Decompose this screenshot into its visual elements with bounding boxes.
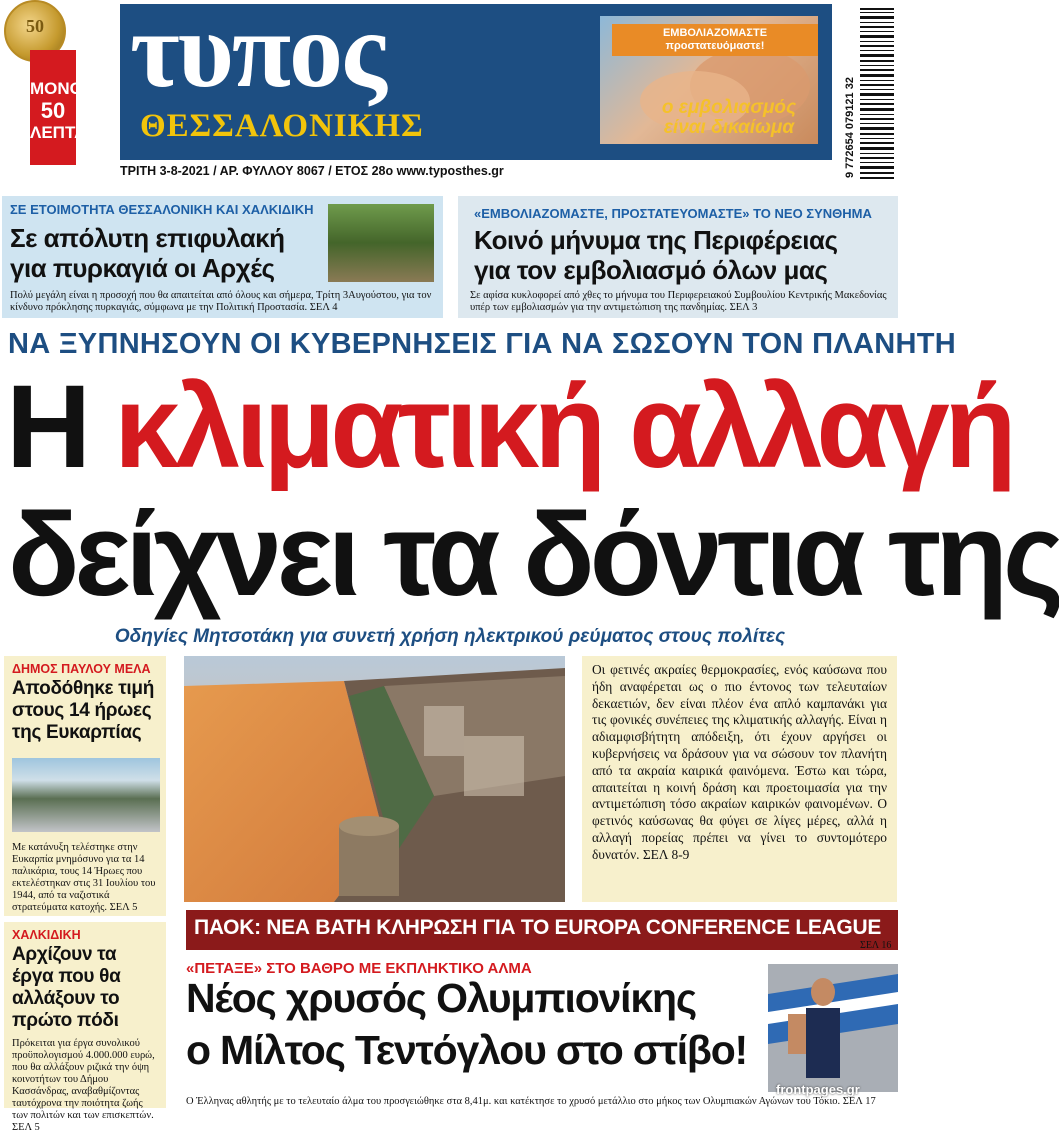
main-headline-line1: [6, 362, 1012, 492]
bottom-story-headline: ο Μίλτος Τεντόγλου στο στίβο!: [186, 1027, 748, 1073]
issue-dateline: ΤΡΙΤΗ 3-8-2021 / ΑΡ. ΦΥΛΛΟΥ 8067 / ΕΤΟΣ 28ο www.typosthes.gr: [120, 164, 504, 178]
story-headline: Σε απόλυτη επιφυλακή: [10, 223, 285, 253]
bottom-story-kicker: «ΠΕΤΑΞΕ» ΣΤΟ ΒΑΘΡΟ ΜΕ ΕΚΠΛΗΚΤΙΚΟ ΑΛΜΑ: [186, 960, 532, 977]
forest-photo: [328, 204, 434, 282]
story-kicker: ΣΕ ΕΤΟΙΜΟΤΗΤΑ ΘΕΣΣΑΛΟΝΙΚΗ ΚΑΙ ΧΑΛΚΙΔΙΚΗ: [10, 202, 314, 217]
story-body: Σε αφίσα κυκλοφορεί από χθες το μήνυμα του Περιφερειακού Συμβουλίου Κεντρικής Μακεδονίας υπέρ των εμβολιασμών για την αντιμετώπιση της πανδημίας. ΣΕΛ 3: [470, 290, 887, 313]
main-deck: Οδηγίες Μητσοτάκη για συνετή χρήση ηλεκτρικού ρεύματος στους πολίτες: [114, 626, 786, 647]
side-story-chalkidiki: [4, 922, 166, 1133]
story-kicker: ΧΑΛΚΙΔΙΚΗ: [12, 928, 81, 942]
story-headline: για τον εμβολιασμό όλων μας: [474, 255, 828, 285]
story-body: Με κατάνυξη τελέστηκε στην Ευκαρπία μνημόσυνο για τα 14 παλικάρια, τους 14 Ήρωες που εκτελέστηκαν στις 31 Ιουλίου του 1944, από τα ναζιστικά στρατεύματα κατοχής. ΣΕΛ 5: [12, 842, 156, 913]
ad-tagline: ο εμβολιασμός είναι δικαίωμα: [661, 97, 797, 138]
barcode-number: 9 772654 079121 32: [844, 77, 856, 178]
main-superhead: ΝΑ ΞΥΠΝΗΣΟΥΝ ΟΙ ΚΥΒΕΡΝΗΣΕΙΣ ΓΙΑ ΝΑ ΣΩΣΟΥΝ ΤΟΝ ΠΛΑΝΗΤΗ: [8, 328, 957, 360]
bottom-story-headline: Νέος χρυσός Ολυμπιονίκης: [186, 975, 696, 1021]
vaccination-ad: [600, 16, 818, 144]
story-kicker: «ΕΜΒΟΛΙΑΖΟΜΑΣΤΕ, ΠΡΟΣΤΑΤΕΥΟΜΑΣΤΕ» ΤΟ ΝΕΟ ΣΥΝΘΗΜΑ: [474, 206, 872, 221]
newspaper-logo: τυπος: [130, 0, 385, 110]
story-kicker: ΔΗΜΟΣ ΠΑΥΛΟΥ ΜΕΛΑ: [12, 662, 151, 676]
ad-slogan: ΕΜΒΟΛΙΑΖΟΜΑΣΤΕ προστατευόμαστε!: [612, 24, 818, 56]
price-line: ΛΕΠΤΑ: [30, 123, 87, 142]
main-headline-red: κλιματική αλλαγή: [114, 361, 1012, 493]
main-headline-line2: δείχνει τα δόντια της: [8, 489, 1059, 621]
athlete-photo: [768, 964, 898, 1092]
newspaper-logo-subtitle: ΘΕΣΣΑΛΟΝΙΚΗΣ: [140, 108, 424, 144]
price-line: 50: [40, 98, 66, 123]
story-headline: για πυρκαγιά οι Αρχές: [10, 253, 275, 283]
top-story-fire: [2, 196, 443, 318]
bottom-story-body: Ο Έλληνας αθλητής με το τελευταίο άλμα του προσγειώθηκε στα 8,41μ. και κατέκτησε το χρυσό μετάλλιο στο μήκος των Ολυμπιακών Αγώνων του Τόκιο. ΣΕΛ 17: [186, 1096, 876, 1107]
watermark: frontpages.gr: [776, 1082, 860, 1097]
thessaloniki-aerial-photo: [184, 656, 565, 902]
story-headline: Κοινό μήνυμα της Περιφέρειας: [474, 225, 838, 255]
sports-banner: ΠΑΟΚ: ΝΕΑ ΒΑΤΗ ΚΛΗΡΩΣΗ ΓΙΑ ΤΟ EUROPA CONFERENCE LEAGUE: [186, 910, 898, 950]
top-story-vaccination: [458, 196, 898, 318]
price-badge: [30, 50, 87, 165]
main-headline-article: Η: [6, 361, 87, 493]
sports-banner-page: ΣΕΛ 16: [860, 940, 892, 951]
story-headline: Αποδόθηκε τιμή στους 14 ήρωες της Ευκαρπίας: [12, 678, 155, 743]
main-story-body: Οι φετινές ακραίες θερμοκρασίες, ενός καύσωνα που ήδη αναφέρεται ως ο πιο έντονος των τελευταίων δεκαετιών, δεν είναι πλέον ένα απλό καμπανάκι για τις φονικές συνέπειες της κλιματικής αλλαγής. Είναι η αδιαμφισβήτητη απόδειξη, ότι έχουν αργήσει οι κυβερνήσεις να δράσουν για να σώσουν τον πλανήτη από τα ακραία καιρικά φαινόμενα. Έστω και τώρα, απαιτείται η κοινή δράση και προετοιμασία για την αντιμετώπιση τόσο ακραίων καιρικών φαινομένων. Ο φετινός καύσωνας θα φύγει σε λίγες μέρες, αλλά η αλλαγή πορείας πρέπει να γίνει το συντομότερο δυνατόν. ΣΕΛ 8-9: [582, 656, 897, 902]
coin-value: 50: [26, 16, 44, 36]
story-headline: Αρχίζουν τα έργα που θα αλλάξουν το πρώτο πόδι: [12, 944, 121, 1031]
story-body: Πρόκειται για έργα συνολικού προϋπολογισμού 4.000.000 ευρώ, που θα αλλάξουν ριζικά την όψη κοινοτήτων του Δήμου Κασσάνδρας, αναβαθμίζοντας ταυτόχρονα την ποιότητα ζωής των πολιτών και των επισκεπτών. ΣΕΛ 5: [12, 1038, 155, 1133]
price-line: ΜΟΝΟ: [30, 79, 83, 98]
story-body: Πολύ μεγάλη είναι η προσοχή που θα απαιτείται από όλους και σήμερα, Τρίτη 3Αυγούστου, για τον κίνδυνο πρόκλησης πυρκαγιάς, σύμφωνα με την Πολιτική Προστασία. ΣΕΛ 4: [10, 290, 432, 313]
ceremony-photo: [12, 758, 160, 832]
side-story-evkarpia: [4, 656, 166, 916]
